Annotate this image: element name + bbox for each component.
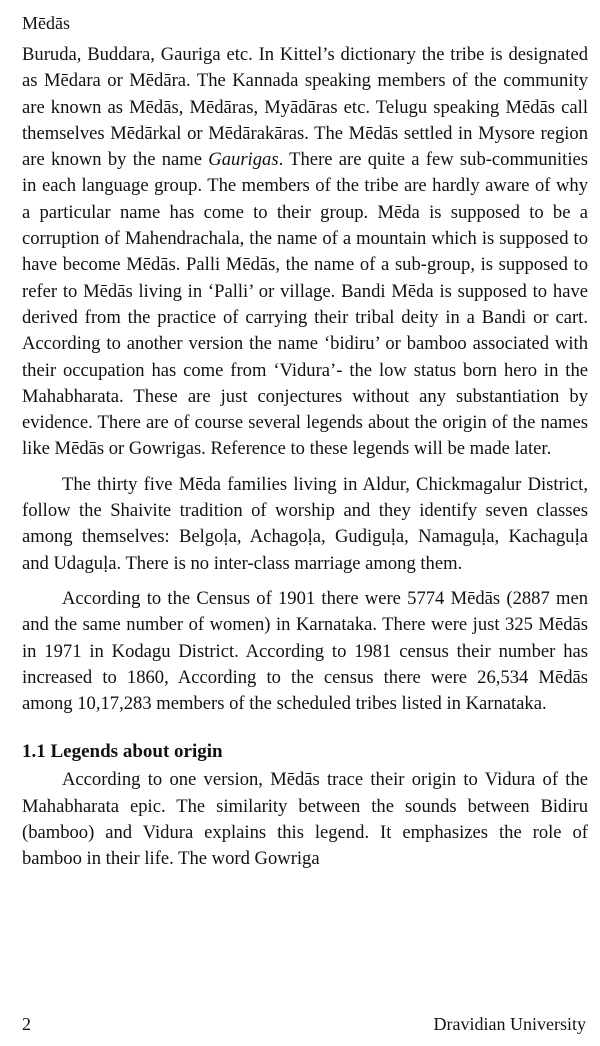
paragraph-text-part: . There are quite a few sub-communities in each language group. The members of the tribe are hardly aware of why a particular name has come to their group. Mēda is supposed to be a corruption of Mahendrachala, the name of a mountain which is supposed to have become Mēdās. Palli Mēdās, the name of a sub-group, is supposed to refer to Mēdās living in ‘Palli’ or village. Bandi Mēda is supposed to have derived from the practice of carrying their tribal deity in a Bandi or cart. According to another version the name ‘bidiru’ or bamboo associated with their occupation has come from ‘Vidura’- the low status born hero in the Mahabharata. These are just conjectures without any substantiation by evidence. There are of course several legends about the origin of the names like Mēdās or Gowrigas. Reference to these legends will be made later. bbox=[22, 149, 588, 460]
paragraph-text-part: Buruda, Buddara, Gauriga etc. In Kittel’s dictionary the tribe is designated as Mēdara or Mēdāra. The Kannada speaking members of the community are known as Mēdās, Mēdāras, Myādāras etc. Telugu speaking Mēdās call themselves Mēdārkal or Mēdārakāras. The Mēdās settled in Mysore region are known by the name bbox=[22, 44, 588, 171]
body-text bbox=[22, 42, 588, 873]
page-number: 2 bbox=[22, 1014, 31, 1034]
section-heading: 1.1 Legends about origin bbox=[22, 741, 223, 763]
italic-term: Gaurigas bbox=[208, 149, 279, 171]
paragraph-name-origins bbox=[22, 42, 588, 463]
paragraph-gap bbox=[22, 577, 588, 586]
paragraph-aldur-families: The thirty five Mēda families living in Aldur, Chickmagalur District, follow the Shaivite tradition of worship and they identify seven classes among themselves: Belgoḷa, Achagoḷa, Gudiguḷa, Namaguḷa, Kachaguḷa and Udaguḷa. There is no inter-class marriage among them. bbox=[22, 473, 588, 574]
paragraph-gap bbox=[22, 463, 588, 472]
paragraph-legends: According to one version, Mēdās trace their origin to Vidura of the Mahabharata epic. The similarity between the sounds between Bidiru (bamboo) and Vidura explains this legend. It emphasizes the role of bamboo in their life. The word Gowriga bbox=[22, 769, 588, 870]
running-head: Mēdās bbox=[22, 13, 70, 33]
paragraph-census: According to the Census of 1901 there were 5774 Mēdās (2887 men and the same number of women) in Karnataka. There were just 325 Mēdās in 1971 in Kodagu District. According to 1981 census their number has increased to 1860, According to the census there were 26,534 Mēdās among 10,17,283 members of the scheduled tribes listed in Karnataka. bbox=[22, 587, 588, 715]
publisher-name: Dravidian University bbox=[433, 1014, 586, 1034]
